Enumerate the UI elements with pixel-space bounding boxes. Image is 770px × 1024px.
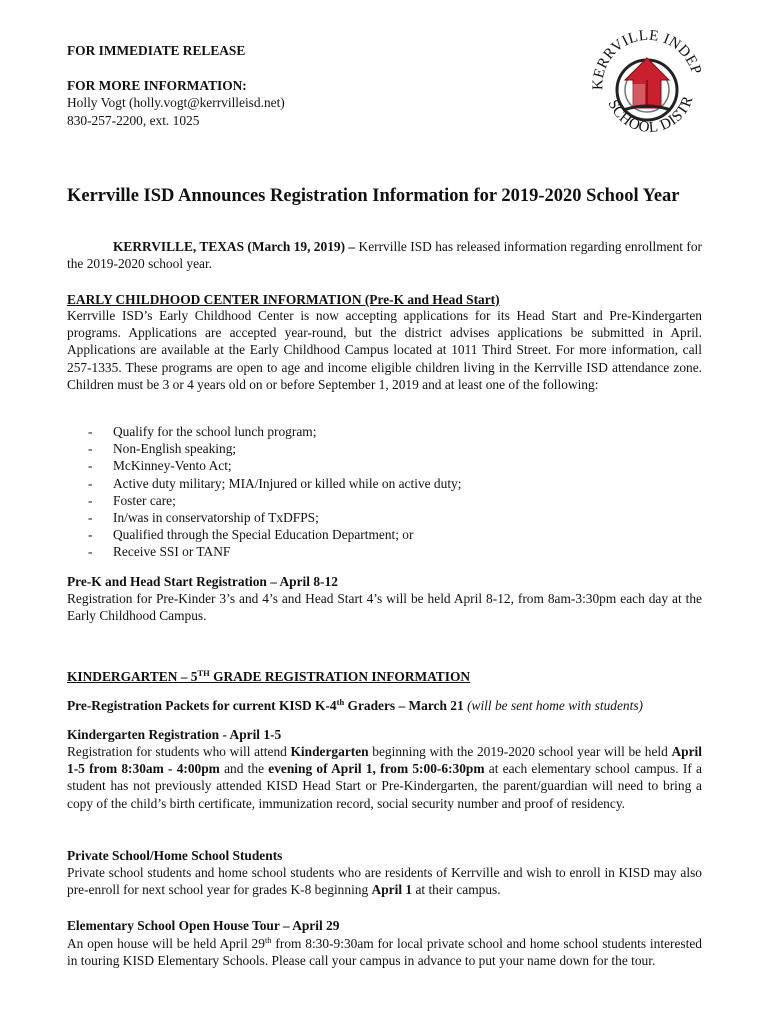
- kindergarten-registration-body: Registration for students who will attend Kindergarten beginning with the 2019-2020 school year will be held April 1-5 from 8:30am - 4:00pm and the evening of April 1, from 5:00-6:30pm at each elementary school campus. If a student has not previously attended KISD Head Start or Pre-Kindergarten, the parent/guardian will need to bring a copy of the child’s birth certificate, immunization record, social security number and proof of residency.: [67, 744, 702, 811]
- list-item: - Qualified through the Special Education Department; or: [88, 527, 414, 543]
- page-title: Kerrville ISD Announces Registration Information for 2019-2020 School Year: [67, 186, 680, 206]
- district-seal-graphic: [585, 18, 705, 148]
- intro-paragraph: [67, 238, 702, 272]
- prereg-line: Pre-Registration Packets for current KISD K-4th Graders – March 21 (will be sent home with students): [67, 697, 643, 713]
- open-house-body: An open house will be held April 29th from 8:30-9:30am for local private school and home school students interested in touring KISD Elementary Schools. Please call your campus in advance to put your name down for the tour.: [67, 935, 702, 969]
- private-school-heading: Private School/Home School Students: [67, 848, 283, 863]
- ecc-heading: EARLY CHILDHOOD CENTER INFORMATION (Pre-K and Head Start): [67, 292, 500, 307]
- contact-line: Holly Vogt (holly.vogt@kerrvilleisd.net): [67, 95, 285, 110]
- info-label: FOR MORE INFORMATION:: [67, 78, 247, 93]
- list-item: - Receive SSI or TANF: [88, 544, 231, 560]
- list-item: - Non-English speaking;: [88, 441, 237, 457]
- open-house-heading: Elementary School Open House Tour – April 29: [67, 918, 340, 933]
- eligibility-list: [67, 423, 702, 561]
- dateline: KERRVILLE, TEXAS (March 19, 2019) –: [113, 239, 356, 254]
- logo-text-school-district: SCHOOL DISTR: [604, 93, 697, 137]
- prek-registration-heading: Pre-K and Head Start Registration – April 8-12: [67, 574, 338, 589]
- prereg-note: (will be sent home with students): [467, 698, 643, 713]
- list-item: - Active duty military; MIA/Injured or killed while on active duty;: [88, 475, 462, 491]
- ecc-body: Kerrville ISD’s Early Childhood Center is now accepting applications for its Head Start and Pre-Kindergarten programs. Applications are accepted year-round, but the district advises applications be submitted in April. Applications are available at the Early Childhood Campus located at 1011 Third Street. For more information, call 257-1335. These programs are open to age and income eligible children living in the Kerrville ISD attendance zone. Children must be 3 or 4 years old on or before September 1, 2019 and at least one of the following:: [67, 308, 702, 392]
- private-school-body: Private school students and home school students who are residents of Kerrville and wish to enroll in KISD may also pre-enroll for next school year for grades K-8 beginning April 1 at their campus.: [67, 865, 702, 898]
- logo-text-kerrville-independent: KERRVILLE INDEP: [590, 27, 705, 91]
- list-item: - Foster care;: [88, 492, 176, 508]
- kindergarten-registration-heading: Kindergarten Registration - April 1-5: [67, 727, 282, 742]
- district-logo: [585, 18, 705, 148]
- prek-registration-body: Registration for Pre-Kinder 3’s and 4’s and Head Start 4’s will be held April 8-12, from 8am-3:30pm each day at the Early Childhood Campus.: [67, 591, 702, 624]
- intro-text: Kerrville ISD has released information regarding enrollment for the 2019-2020 school year.: [67, 239, 702, 272]
- list-item: - McKinney-Vento Act;: [88, 458, 232, 474]
- k5-heading: KINDERGARTEN – 5TH GRADE REGISTRATION INFORMATION: [67, 668, 471, 684]
- phone-line: 830-257-2200, ext. 1025: [67, 113, 200, 128]
- list-item: - In/was in conservatorship of TxDFPS;: [88, 510, 319, 526]
- release-label: FOR IMMEDIATE RELEASE: [67, 43, 246, 58]
- list-item: - Qualify for the school lunch program;: [88, 424, 317, 439]
